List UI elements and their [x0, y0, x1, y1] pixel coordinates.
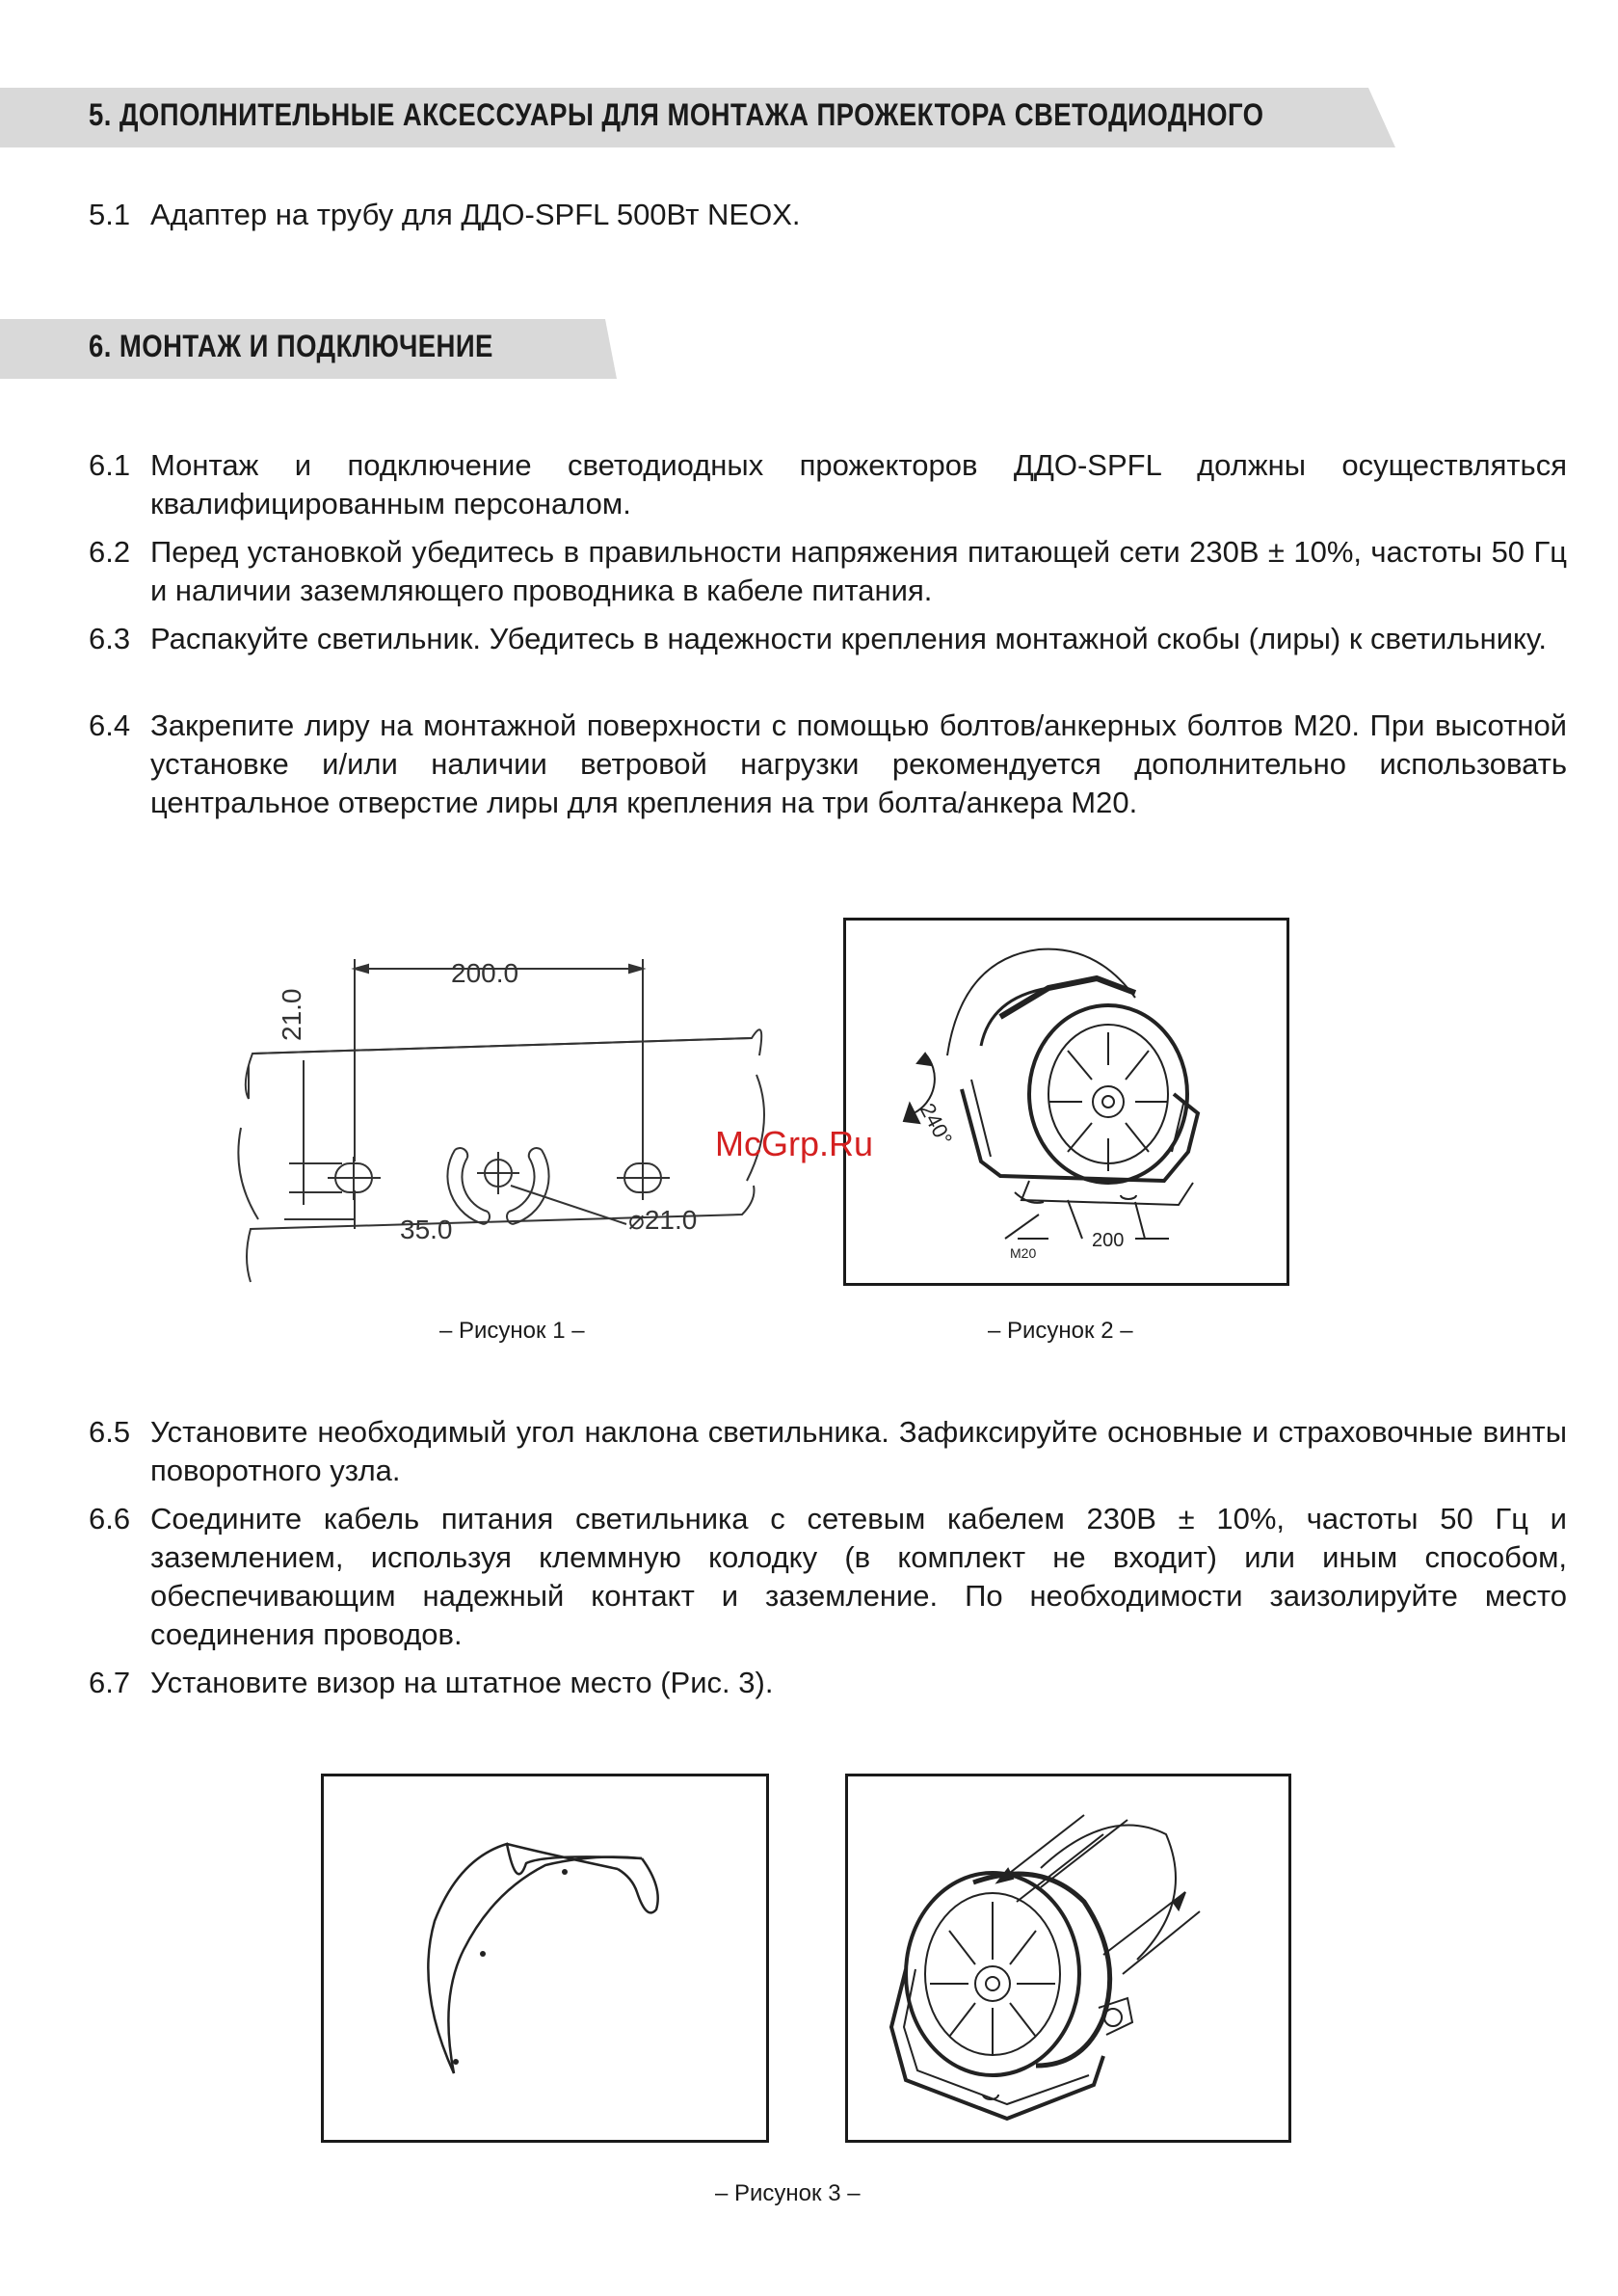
- item-text: Установите необходимый угол наклона светильника. Зафиксируйте основные и страховочные винты поворотного узла.: [150, 1415, 1567, 1487]
- dim-21: 21.0: [277, 988, 306, 1041]
- item-number: 6.2: [89, 535, 131, 569]
- visor-install-drawing: [848, 1776, 1288, 2140]
- item-text: Адаптер на трубу для ДДО-SPFL 500Вт NEOX.: [150, 198, 801, 231]
- figure-3-caption: – Рисунок 3 –: [715, 2180, 861, 2206]
- dim-200-fig2: 200: [1092, 1230, 1125, 1251]
- figure-2-frame: [843, 918, 1289, 1286]
- dim-diameter: ⌀21.0: [628, 1205, 698, 1235]
- item-6-3: [89, 620, 1567, 658]
- item-number: 6.3: [89, 622, 131, 655]
- figure-3-visor-frame: [321, 1774, 769, 2143]
- item-number: 6.1: [89, 448, 131, 482]
- dim-200: 200.0: [451, 958, 519, 988]
- figure-3-install-frame: [845, 1774, 1291, 2143]
- item-text: Перед установкой убедитесь в правильности напряжения питающей сети 230В ± 10%, частоты 50 Гц и наличии заземляющего проводника в кабеле питания.: [150, 535, 1567, 607]
- item-6-1: [89, 446, 1567, 523]
- figure-2-drawing: [846, 921, 1286, 1283]
- item-5-1: [89, 196, 1567, 234]
- section-6-heading: 6. МОНТАЖ И ПОДКЛЮЧЕНИЕ: [89, 329, 493, 363]
- visor-drawing: [324, 1776, 766, 2140]
- figure-1-caption: – Рисунок 1 –: [439, 1318, 585, 1344]
- section-5-heading: 5. ДОПОЛНИТЕЛЬНЫЕ АКСЕССУАРЫ ДЛЯ МОНТАЖА ПРОЖЕКТОРА СВЕТОДИОДНОГО: [89, 97, 1264, 132]
- item-text: Монтаж и подключение светодиодных прожекторов ДДО-SPFL должны осуществляться квалифицированным персоналом.: [150, 448, 1567, 521]
- item-text: Закрепите лиру на монтажной поверхности с помощью болтов/анкерных болтов М20. При высотной установке и/или наличии ветровой нагрузки рекомендуется дополнительно использовать центральное отверстие лиры для крепления на три болта/анкера М20.: [150, 708, 1567, 819]
- rotation-angle: 240°: [915, 1099, 958, 1150]
- watermark: McGrp.Ru: [715, 1124, 874, 1163]
- item-text: Установите визор на штатное место (Рис. 3).: [150, 1666, 774, 1699]
- item-6-6: [89, 1500, 1567, 1654]
- item-number: 5.1: [89, 198, 131, 231]
- item-6-7: [89, 1664, 1567, 1702]
- item-number: 6.5: [89, 1415, 131, 1449]
- item-number: 6.6: [89, 1502, 131, 1535]
- item-6-2: [89, 533, 1567, 610]
- dim-35: 35.0: [400, 1215, 453, 1244]
- item-text: Соедините кабель питания светильника с сетевым кабелем 230В ± 10%, частоты 50 Гц и заземлением, используя клеммную колодку (в комплект не входит) или иным способом, обеспечивающим надежный контакт и заземление. По необходимости заизолируйте место соединения проводов.: [150, 1502, 1567, 1651]
- item-6-5: [89, 1413, 1567, 1490]
- item-number: 6.4: [89, 708, 131, 742]
- item-number: 6.7: [89, 1666, 131, 1699]
- item-text: Распакуйте светильник. Убедитесь в надежности крепления монтажной скобы (лиры) к светильнику.: [150, 622, 1547, 655]
- figure-2-caption: – Рисунок 2 –: [988, 1318, 1133, 1344]
- figure-1-drawing: [231, 940, 771, 1296]
- bolt-label: M20: [1010, 1245, 1037, 1261]
- item-6-4: [89, 707, 1567, 822]
